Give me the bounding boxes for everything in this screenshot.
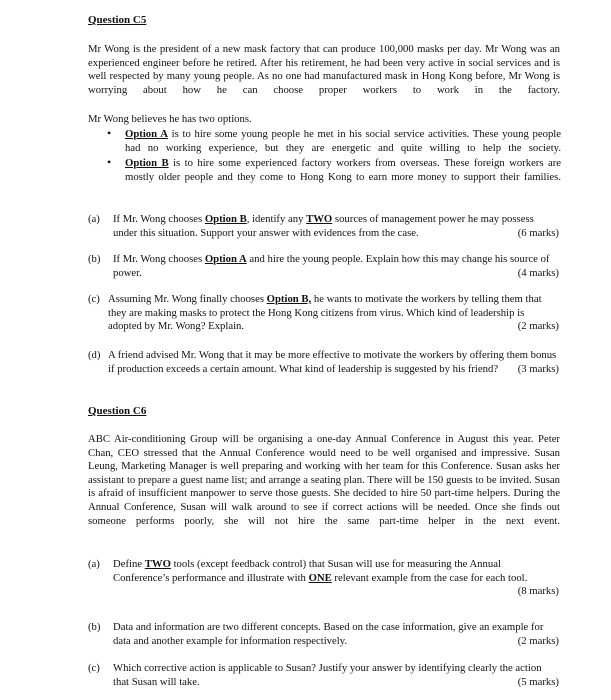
q-emphasis: ONE [308, 571, 332, 584]
c6-question-b-label: (b) [88, 621, 101, 633]
q-text: A friend advised Mr. Wong that it may be more effective to motivate the workers by offering them bonus if production exceeds a certain amount. What kind of leadership is suggested by his friend? [108, 349, 557, 375]
q-text: Which corrective action is applicable to Susan? Justify your answer by identifying clearly the action that Susan will take. [113, 662, 542, 688]
q-text: and hire the young people. Explain how this may change his source of power. [113, 253, 550, 279]
bullet-icon: • [107, 126, 112, 140]
option-a-text: is to hire some young people he met in his social service activities. These young people had no working experience, but they are energetic and quite willing to help the society. [125, 128, 562, 154]
option-b-item [125, 157, 561, 198]
c5-question-a-label: (a) [88, 213, 100, 225]
c6-question-a [113, 558, 559, 599]
c5-question-b [113, 253, 559, 280]
q-text: Assuming Mr. Wong finally chooses [108, 293, 267, 305]
q-text: Define [113, 558, 145, 570]
question-c6-title: Question C6 [88, 405, 147, 417]
q-text: sources of management power he may possess under this situation. Support your answer with evidences from the case. [113, 213, 534, 239]
c5-question-a [113, 213, 559, 240]
q-emphasis: Option B [204, 213, 247, 225]
c6-question-c-marks: (5 marks) [517, 675, 559, 688]
c5-question-c-label: (c) [88, 293, 100, 305]
c5-question-a-marks: (6 marks) [517, 226, 559, 239]
q-emphasis: TWO [306, 213, 333, 225]
option-b-text: is to hire some experienced factory workers from overseas. These foreign workers are mostly older people and they come to Hong Kong to earn more money to support their families. [125, 157, 561, 183]
bullet-icon: • [107, 155, 112, 169]
q-text: relevant example from the case for each tool. [331, 571, 528, 584]
question-c5-title: Question C5 [88, 14, 147, 26]
q-text: tools (except feedback control) that Susan will use for measuring the Annual Conference’s performance and illustrate with [113, 558, 501, 584]
q-text: Data and information are two different concepts. Based on the case information, give an example for data and another example for information respectively. [113, 621, 544, 647]
option-b-label: Option B [125, 157, 169, 169]
q-text: If Mr. Wong chooses [113, 253, 205, 265]
option-a-label: Option A [125, 128, 168, 140]
q-text: he wants to motivate the workers by telling them that they are making masks to protect the Hong Kong citizens from virus. Which kind of leadership is adopted by Mr. Wong? Explain. [108, 293, 542, 333]
q-text: If Mr. Wong chooses [113, 213, 205, 225]
c6-case-paragraph: ABC Air-conditioning Group will be organising a one-day Annual Conference in August this year. Peter Chan, CEO stressed that the Annual Conference would need to be well organised and impressive. Susan Leung, Marketing Manager is well preparing and working with her team for this Conference. Susan asks her assistant to prepare a guest name list; and arrange a seating plan. There will be 150 guests to be invited. Susan is afraid of insufficient manpower to serve those guests. She decided to hire 50 part-time helpers. During the Annual Conference, Susan will walk around to see if correct actions will be needed. Once she finds out someone performs poorly, she will not hire the same part-time helper in the next event. [88, 433, 560, 527]
c5-question-c-marks: (2 marks) [517, 320, 559, 333]
c5-question-b-label: (b) [88, 253, 101, 265]
c5-intro-paragraph: Mr Wong is the president of a new mask factory that can produce 100,000 masks per day. Mr Wong was an experienced engineer before he retired. After his retirement, he had been very active in social services and is well respected by many young people. As no one had manufactured mask in Hong Kong before, Mr Wong is worrying about how he can choose proper workers to work in the factory. [88, 43, 560, 96]
c6-question-b [113, 621, 559, 648]
c5-question-d-marks: (3 marks) [517, 362, 559, 375]
c5-question-d-label: (d) [88, 349, 101, 361]
c5-question-c [108, 293, 559, 334]
q-emphasis: Option B, [266, 293, 312, 305]
c5-question-d [108, 349, 559, 376]
q-text: , identify any [246, 213, 307, 225]
c6-question-c [113, 662, 559, 689]
c6-question-a-label: (a) [88, 558, 100, 570]
q-emphasis: Option A [204, 253, 247, 265]
c5-options-intro: Mr Wong believes he has two options. [88, 113, 252, 125]
c6-question-a-marks: (8 marks) [517, 585, 559, 598]
c6-question-b-marks: (2 marks) [517, 634, 559, 647]
q-emphasis: TWO [144, 558, 171, 570]
c5-question-b-marks: (4 marks) [517, 266, 559, 279]
c6-question-c-label: (c) [88, 662, 100, 674]
